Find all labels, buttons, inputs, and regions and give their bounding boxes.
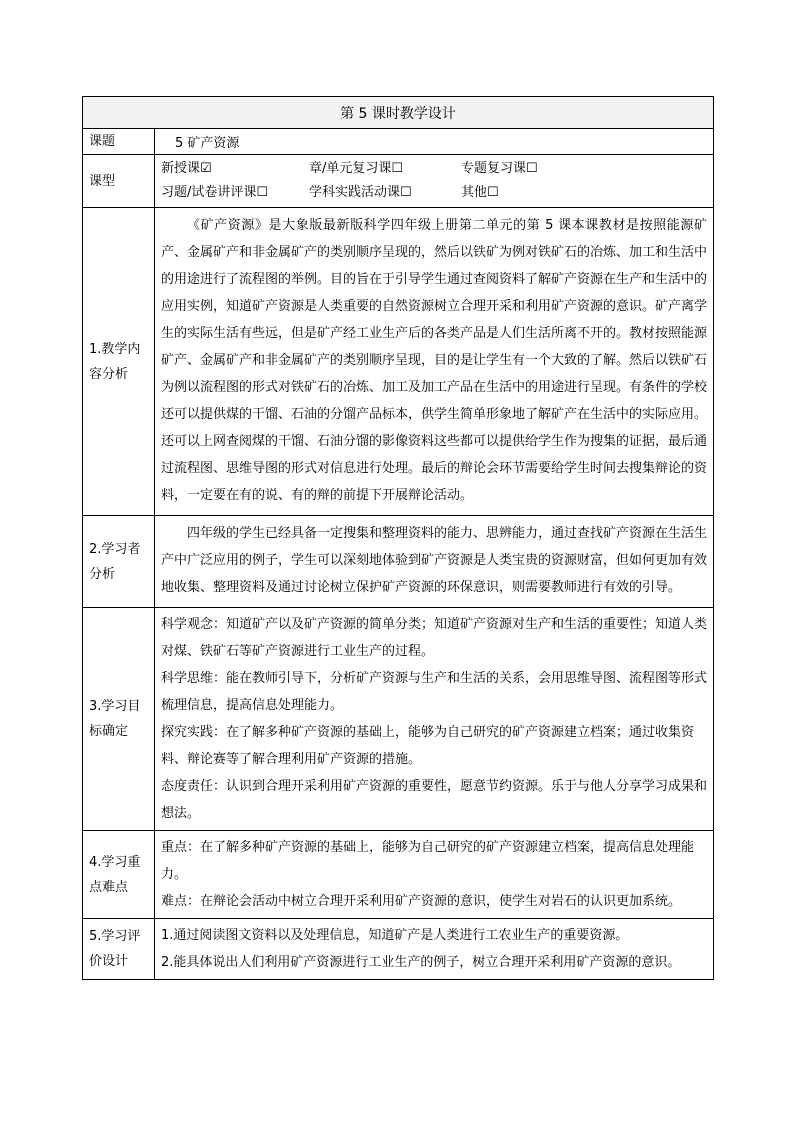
objective-item: 态度责任：认识到合理开采利用矿产资源的重要性，愿意节约资源。乐于与他人分享学习成果和想法。 (161, 779, 708, 821)
topic-label: 课题 (83, 129, 155, 155)
content-analysis-text: 《矿产资源》是大象版最新版科学四年级上册第二单元的第 5 课本课教材是按照能源矿产、金属矿产和非金属矿产的类别顺序呈现的，然后以铁矿为例对铁矿石的冶炼、加工和生活中的用途进行了流程图的举例。目的旨在于引导学生通过查阅资料了解矿产资源在生产和生活中的应用实例，知道矿产资源是人类重要的自然资源树立合理开采和利用矿产资源的意识。矿产离学生的实际生活有些远，但是矿产经工业生产后的各类产品是人们生活所离不开的。教材按照能源矿产、金属矿产和非金属矿产的类别顺序呈现，目的是让学生有一个大致的了解。然后以铁矿石为例以流程图的形式对铁矿石的冶炼、加工及加工产品在生活中的用途进行呈现。有条件的学校还可以提供煤的干馏、石油的分馏产品标本，供学生简单形象地了解矿产在生活中的实际应用。还可以上网查阅煤的干馏、石油分馏的影像资料这些都可以提供给学生作为搜集的证据，最后通过流程图、思维导图的形式对信息进行处理。最后的辩论会环节需要给学生时间去搜集辩论的资料，一定要在有的说、有的辩的前提下开展辩论活动。 (155, 208, 714, 516)
lesson-plan-document (82, 96, 714, 980)
lesson-type-option-new[interactable]: 新授课☑ (161, 161, 212, 176)
document-title: 第 5 课时教学设计 (83, 97, 714, 129)
topic-value: 5 矿产资源 (155, 129, 714, 155)
lesson-type-options (155, 155, 713, 207)
difficulty-item: 难点：在辩论会活动中树立合理开采利用矿产资源的意识，使学生对岩石的认识更加系统。 (161, 894, 682, 909)
key-points-label: 4.学习重点难点 (83, 831, 155, 919)
content-analysis-row (83, 208, 714, 516)
content-analysis-label: 1.教学内容分析 (83, 208, 155, 516)
key-points-list (155, 831, 714, 919)
objectives-list (155, 608, 714, 831)
evaluation-list (155, 919, 714, 980)
objectives-label: 3.学习目标确定 (83, 608, 155, 831)
objective-item: 探究实践：在了解多种矿产资源的基础上，能够为自己研究的矿产资源建立档案；通过收集资料、辩论赛等了解合理利用矿产资源的措施。 (161, 725, 695, 767)
objectives-row (83, 608, 714, 831)
evaluation-item: 2.能具体说出人们利用矿产资源进行工业生产的例子，树立合理开采利用矿产资源的意识。 (161, 955, 681, 970)
lesson-type-option-practice-activity[interactable]: 学科实践活动课☐ (309, 185, 412, 200)
learner-analysis-row (83, 516, 714, 608)
title-row (83, 97, 714, 129)
lesson-type-option-exercise-review[interactable]: 习题/试卷讲评课☐ (161, 185, 269, 200)
key-point-item: 重点：在了解多种矿产资源的基础上，能够为自己研究的矿产资源建立档案，提高信息处理能力。 (161, 840, 695, 882)
lesson-type-option-unit-review[interactable]: 章/单元复习课☐ (309, 161, 404, 176)
objective-item: 科学思维：能在教师引导下，分析矿产资源与生产和生活的关系，会用思维导图、流程图等形式梳理信息，提高信息处理能力。 (161, 671, 708, 713)
learner-analysis-label: 2.学习者分析 (83, 516, 155, 608)
lesson-type-label: 课型 (83, 155, 155, 208)
key-points-row (83, 831, 714, 919)
lesson-type-option-other[interactable]: 其他☐ (461, 185, 499, 200)
objective-item: 科学观念：知道矿产以及矿产资源的简单分类；知道矿产资源对生产和生活的重要性；知道人类对煤、铁矿石等矿产资源进行工业生产的过程。 (161, 617, 708, 659)
lesson-type-option-topic-review[interactable]: 专题复习课☐ (461, 161, 538, 176)
evaluation-label: 5.学习评价设计 (83, 919, 155, 980)
topic-row (83, 129, 714, 155)
evaluation-row (83, 919, 714, 980)
lesson-type-row (83, 155, 714, 208)
learner-analysis-text: 四年级的学生已经具备一定搜集和整理资料的能力、思辨能力，通过查找矿产资源在生活生产中广泛应用的例子，学生可以深刻地体验到矿产资源是人类宝贵的资源财富，但如何更加有效地收集、整理资料及通过讨论树立保护矿产资源的环保意识，则需要教师进行有效的引导。 (155, 516, 714, 608)
evaluation-item: 1.通过阅读图文资料以及处理信息，知道矿产是人类进行工农业生产的重要资源。 (161, 928, 629, 943)
lesson-plan-table (82, 96, 714, 980)
